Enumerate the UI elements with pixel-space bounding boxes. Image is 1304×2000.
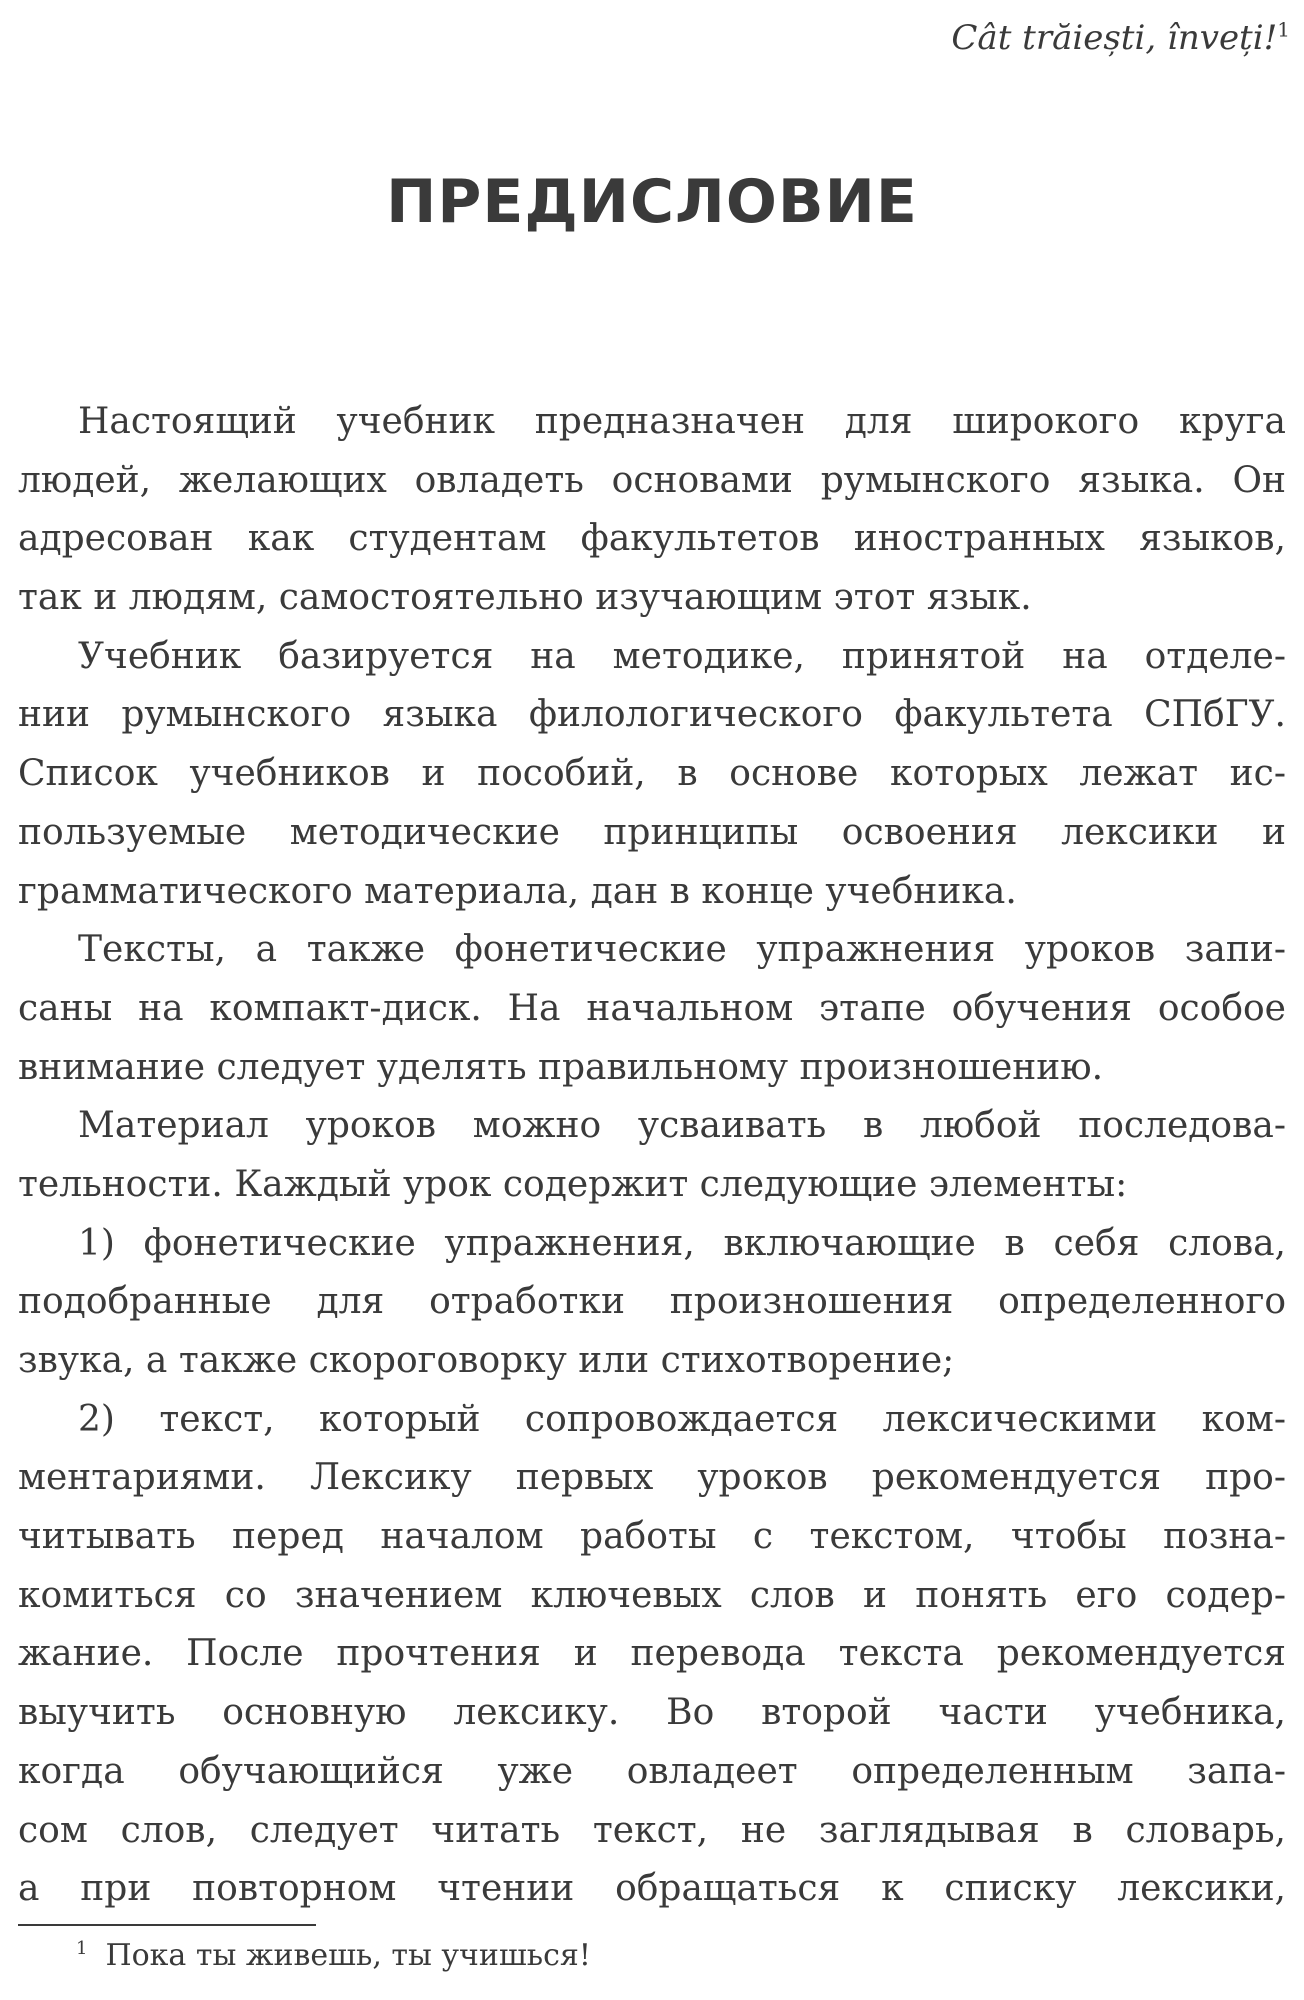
text-line: Материал уроков можно усваивать в любой последова- bbox=[78, 1105, 1286, 1147]
footnote bbox=[76, 1936, 591, 1976]
text-line: Учебник базируется на методике, принятой на отделе- bbox=[78, 635, 1286, 677]
text-line: грамматического материала, дан в конце учебника. bbox=[18, 870, 1017, 912]
text-line: а при повторном чтении обращаться к списку лексики, bbox=[18, 1868, 1286, 1910]
text-line: жание. После прочтения и перевода текста рекомендуется bbox=[18, 1633, 1286, 1675]
text-line: звука, а также скороговорку или стихотворение; bbox=[18, 1340, 955, 1381]
page-title: ПРЕДИСЛОВИЕ bbox=[386, 167, 918, 237]
text-line: сом слов, следует читать текст, не заглядывая в словарь, bbox=[18, 1809, 1286, 1851]
text-line: когда обучающийся уже овладеет определенным запа- bbox=[18, 1750, 1286, 1792]
text-line: адресован как студентам факультетов иностранных языков, bbox=[18, 518, 1286, 560]
epigraph-text: Cât trăiești, înveți! bbox=[951, 18, 1278, 58]
text-line: внимание следует уделять правильному произношению. bbox=[18, 1046, 1104, 1088]
footnote-marker: 1 bbox=[76, 1938, 88, 1959]
text-line: комиться со значением ключевых слов и понять его содер- bbox=[18, 1574, 1286, 1616]
text-line: выучить основную лексику. Во второй части учебника, bbox=[18, 1692, 1286, 1734]
text-line: подобранные для отработки произношения определенного bbox=[18, 1281, 1286, 1323]
text-line: ментариями. Лексику первых уроков рекомендуется про- bbox=[18, 1457, 1286, 1499]
text-line: читывать перед началом работы с текстом, чтобы позна- bbox=[18, 1516, 1286, 1558]
text-line: нии румынского языка филологического факультета СПбГУ. bbox=[18, 694, 1286, 736]
text-line: Тексты, а также фонетические упражнения уроков запи- bbox=[78, 929, 1286, 971]
text-line: так и людям, самостоятельно изучающим этот язык. bbox=[18, 577, 1032, 619]
footnote-separator bbox=[18, 1924, 316, 1926]
text-line: Список учебников и пособий, в основе которых лежат ис- bbox=[18, 753, 1286, 795]
text-line: Настоящий учебник предназначен для широкого круга bbox=[78, 401, 1286, 442]
text-line: пользуемые методические принципы освоения лексики и bbox=[18, 811, 1286, 853]
text-line: саны на компакт-диск. На начальном этапе обучения особое bbox=[18, 987, 1286, 1029]
text-line: 2) текст, который сопровождается лексическими ком- bbox=[78, 1398, 1286, 1440]
preface-body bbox=[18, 393, 1286, 1919]
text-line: людей, желающих овладеть основами румынского языка. Он bbox=[18, 459, 1286, 501]
text-line: тельности. Каждый урок содержит следующие элементы: bbox=[18, 1163, 1128, 1205]
footnote-text: Пока ты живешь, ты учишься! bbox=[105, 1938, 591, 1973]
epigraph bbox=[951, 16, 1290, 60]
text-line: 1) фонетические упражнения, включающие в себя слова, bbox=[78, 1222, 1286, 1264]
footnote-reference: 1 bbox=[1277, 17, 1290, 42]
